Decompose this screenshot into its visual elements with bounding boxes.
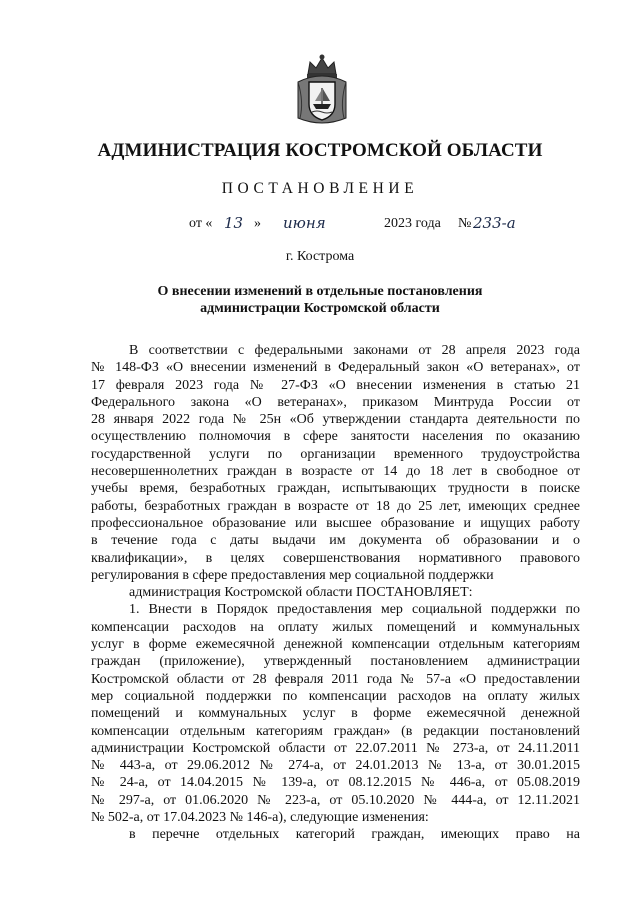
date-line <box>0 216 640 240</box>
date-prefix: от « <box>189 216 213 231</box>
body-line: квалификации», в целях совершенствования нормативного правового <box>91 550 580 566</box>
document-body <box>91 342 580 844</box>
body-line: работы, безработных граждан в возрасте от 18 до 25 лет, имеющих среднее <box>91 498 580 514</box>
date-close-quote: » <box>254 216 261 231</box>
body-line: профессиональное образование или высшее образование и ищущих работу <box>91 515 580 531</box>
body-line: № 24-а, от 14.04.2015 № 139-а, от 08.12.2015 № 446-а, от 05.08.2019 <box>91 775 580 791</box>
body-line: 28 января 2022 года № 25н «Об утверждении стандарта деятельности по <box>91 412 580 428</box>
body-line: государственной услуги по организации временного трудоустройства <box>91 446 580 462</box>
body-line: № 502-а, от 17.04.2023 № 146-а), следующие изменения: <box>91 810 429 826</box>
body-line: № 148-ФЗ «О внесении изменений в Федеральный закон «О ветеранах», от <box>91 360 580 376</box>
body-line: мер социальной поддержки по компенсации расходов на оплату жилых <box>91 688 580 704</box>
body-line: несовершеннолетних граждан в возрасте от 14 до 18 лет в свободное от <box>91 464 580 480</box>
document-heading <box>0 283 640 317</box>
body-line: учебы время, безработных граждан, испытывающих трудности в поиске <box>91 481 580 497</box>
document-type: ПОСТАНОВЛЕНИЕ <box>221 180 419 197</box>
body-line: Федерального закона «О ветеранах», приказом Минтруда России от <box>91 394 580 410</box>
body-line: № 443-а, от 29.06.2012 № 274-а, от 24.01.2013 № 13-а, от 30.01.2015 <box>91 758 580 774</box>
body-line: компенсации отдельным категориям граждан» (в редакции постановлений <box>91 723 580 739</box>
body-line: 17 февраля 2023 года № 27-ФЗ «О внесении изменения в статью 21 <box>91 377 580 393</box>
date-month: июня <box>283 214 326 232</box>
city-name: г. Кострома <box>285 249 355 264</box>
doc-number: 233-а <box>473 214 516 232</box>
body-line: В соответствии с федеральными законами от 28 апреля 2023 года <box>129 343 580 358</box>
heading-line-1: О внесении изменений в отдельные постановления <box>157 284 483 299</box>
coat-of-arms-emblem <box>294 52 350 128</box>
organization-title: АДМИНИСТРАЦИЯ КОСТРОМСКОЙ ОБЛАСТИ <box>97 140 543 161</box>
date-day: 13 <box>224 214 244 232</box>
body-line: осуществлению полномочия в сфере занятости населения по оказанию <box>91 429 580 445</box>
body-line: в перечне отдельных категорий граждан, имеющих право на <box>129 827 580 843</box>
body-line: в течение года с даты выдачи им документа об образовании и о <box>91 533 580 549</box>
body-line: администрации Костромской области от 22.07.2011 № 273-а, от 24.11.2011 <box>91 740 580 756</box>
body-line: регулирования в сфере предоставления мер социальной поддержки <box>91 567 494 583</box>
body-line: администрация Костромской области ПОСТАНОВЛЯЕТ: <box>129 585 473 601</box>
body-line: компенсации расходов на оплату жилых помещений и коммунальных <box>91 619 580 635</box>
heading-line-2: администрации Костромской области <box>200 301 440 316</box>
body-line: Костромской области от 28 февраля 2011 года № 57-а «О предоставлении <box>91 671 580 687</box>
body-line: № 297-а, от 01.06.2020 № 223-а, от 05.10.2020 № 444-а, от 12.11.2021 <box>91 792 580 808</box>
body-line: помещений и коммунальных услуг в форме ежемесячной денежной <box>91 706 580 722</box>
body-line: граждан (приложение), утвержденный постановлением администрации <box>91 654 580 670</box>
body-line: услуг в форме ежемесячной денежной компенсации отдельным категориям <box>91 637 580 653</box>
date-year: 2023 года <box>384 216 441 231</box>
doc-number-prefix: № <box>458 216 472 231</box>
body-line: 1. Внести в Порядок предоставления мер социальной поддержки по <box>129 602 580 618</box>
